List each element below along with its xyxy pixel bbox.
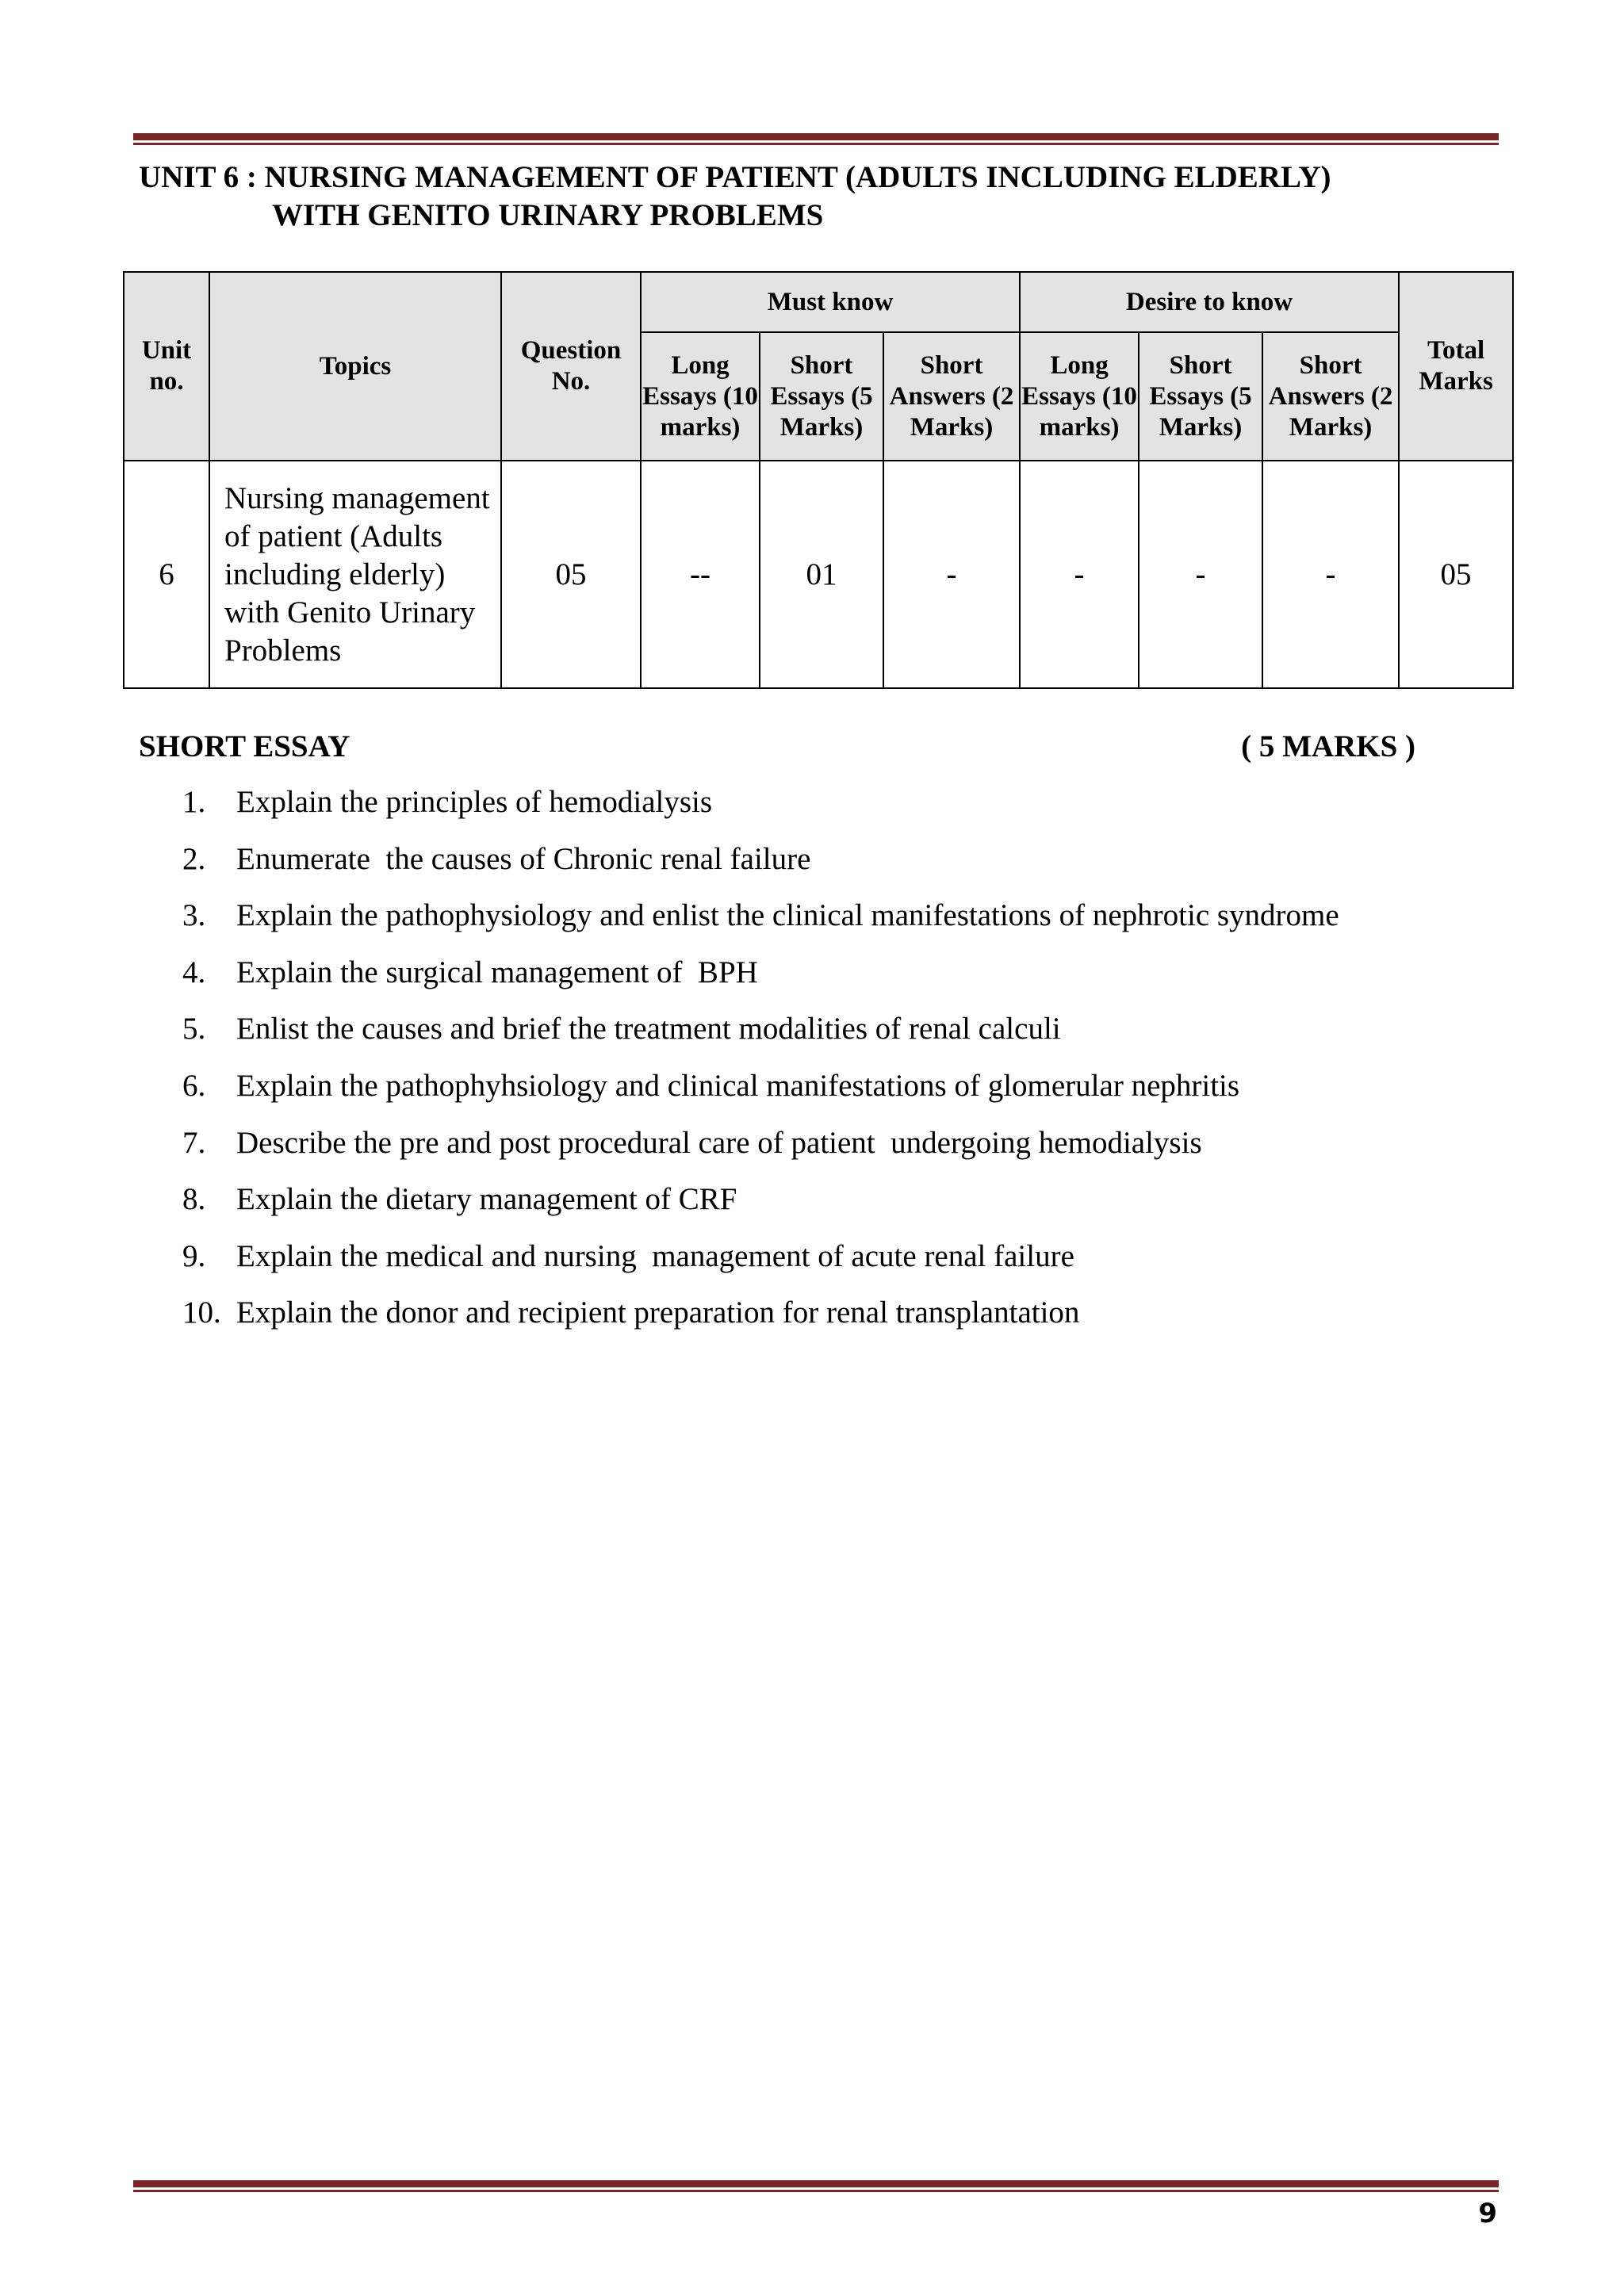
- table-row: [124, 461, 1513, 688]
- header-question-no: Question No.: [501, 272, 641, 461]
- header-total-marks: Total Marks: [1399, 272, 1513, 461]
- question-number: 7.: [182, 1125, 206, 1160]
- list-item: [182, 954, 1339, 1011]
- cell-topic: Nursing management of patient (Adults including elderly) with Genito Urinary Problems: [209, 461, 501, 688]
- question-number: 9.: [182, 1238, 206, 1273]
- section-title: SHORT ESSAY: [139, 729, 350, 763]
- list-item: [182, 897, 1339, 954]
- question-number: 4.: [182, 955, 206, 989]
- question-text: Explain the donor and recipient preparation for renal transplantation: [236, 1295, 1080, 1330]
- question-number: 10.: [182, 1295, 221, 1330]
- header-desire-long-essays: Long Essays (10 marks): [1020, 332, 1139, 461]
- header-must-short-essays: Short Essays (5 Marks): [760, 332, 883, 461]
- header-must-know: Must know: [641, 272, 1020, 332]
- section-heading: [139, 728, 1415, 766]
- question-number: 1.: [182, 785, 206, 819]
- page-number: 9: [1478, 2198, 1497, 2229]
- question-text: Explain the pathophyhsiology and clinical manifestations of glomerular nephritis: [236, 1068, 1240, 1103]
- header-desire-short-answers: Short Answers (2 Marks): [1262, 332, 1399, 461]
- header-desire-to-know: Desire to know: [1020, 272, 1399, 332]
- question-list: [182, 783, 1339, 1351]
- question-number: 3.: [182, 898, 206, 933]
- marks-blueprint-table: [123, 271, 1514, 689]
- list-item: [182, 1124, 1339, 1181]
- bottom-divider: [133, 2180, 1499, 2192]
- cell-total-marks: 05: [1399, 461, 1513, 688]
- question-text: Explain the medical and nursing management of acute renal failure: [236, 1238, 1074, 1273]
- cell-must-short-essays: 01: [760, 461, 883, 688]
- header-must-short-answers: Short Answers (2 Marks): [883, 332, 1020, 461]
- header-topics: Topics: [209, 272, 501, 461]
- unit-heading-line-2: WITH GENITO URINARY PROBLEMS: [272, 198, 824, 232]
- cell-question-no: 05: [501, 461, 641, 688]
- unit-heading: [139, 159, 1487, 235]
- question-number: 5.: [182, 1012, 206, 1047]
- list-item: [182, 840, 1339, 897]
- question-number: 6.: [182, 1068, 206, 1103]
- question-text: Explain the pathophysiology and enlist the clinical manifestations of nephrotic syndrome: [236, 898, 1339, 933]
- question-text: Explain the principles of hemodialysis: [236, 785, 713, 819]
- list-item: [182, 1067, 1339, 1124]
- header-desire-short-essays: Short Essays (5 Marks): [1139, 332, 1262, 461]
- header-unit-no: Unit no.: [124, 272, 209, 461]
- section-marks: ( 5 MARKS ): [1241, 729, 1415, 763]
- list-item: [182, 783, 1339, 840]
- question-text: Describe the pre and post procedural care of patient undergoing hemodialysis: [236, 1125, 1202, 1160]
- top-divider: [133, 133, 1499, 145]
- cell-desire-short-essays: -: [1139, 461, 1262, 688]
- list-item: [182, 1010, 1339, 1067]
- cell-must-long-essays: --: [641, 461, 760, 688]
- question-text: Enlist the causes and brief the treatment modalities of renal calculi: [236, 1012, 1061, 1047]
- cell-unit-no: 6: [124, 461, 209, 688]
- cell-desire-long-essays: -: [1020, 461, 1139, 688]
- cell-must-short-answers: -: [883, 461, 1020, 688]
- list-item: [182, 1238, 1339, 1295]
- cell-desire-short-answers: -: [1262, 461, 1399, 688]
- question-text: Enumerate the causes of Chronic renal failure: [236, 841, 811, 876]
- list-item: [182, 1181, 1339, 1238]
- question-text: Explain the surgical management of BPH: [236, 955, 758, 989]
- question-number: 8.: [182, 1182, 206, 1217]
- unit-heading-line-1: UNIT 6 : NURSING MANAGEMENT OF PATIENT (ADULTS INCLUDING ELDERLY): [139, 160, 1331, 194]
- header-must-long-essays: Long Essays (10 marks): [641, 332, 760, 461]
- question-text: Explain the dietary management of CRF: [236, 1182, 737, 1217]
- list-item: [182, 1294, 1339, 1351]
- question-number: 2.: [182, 841, 206, 876]
